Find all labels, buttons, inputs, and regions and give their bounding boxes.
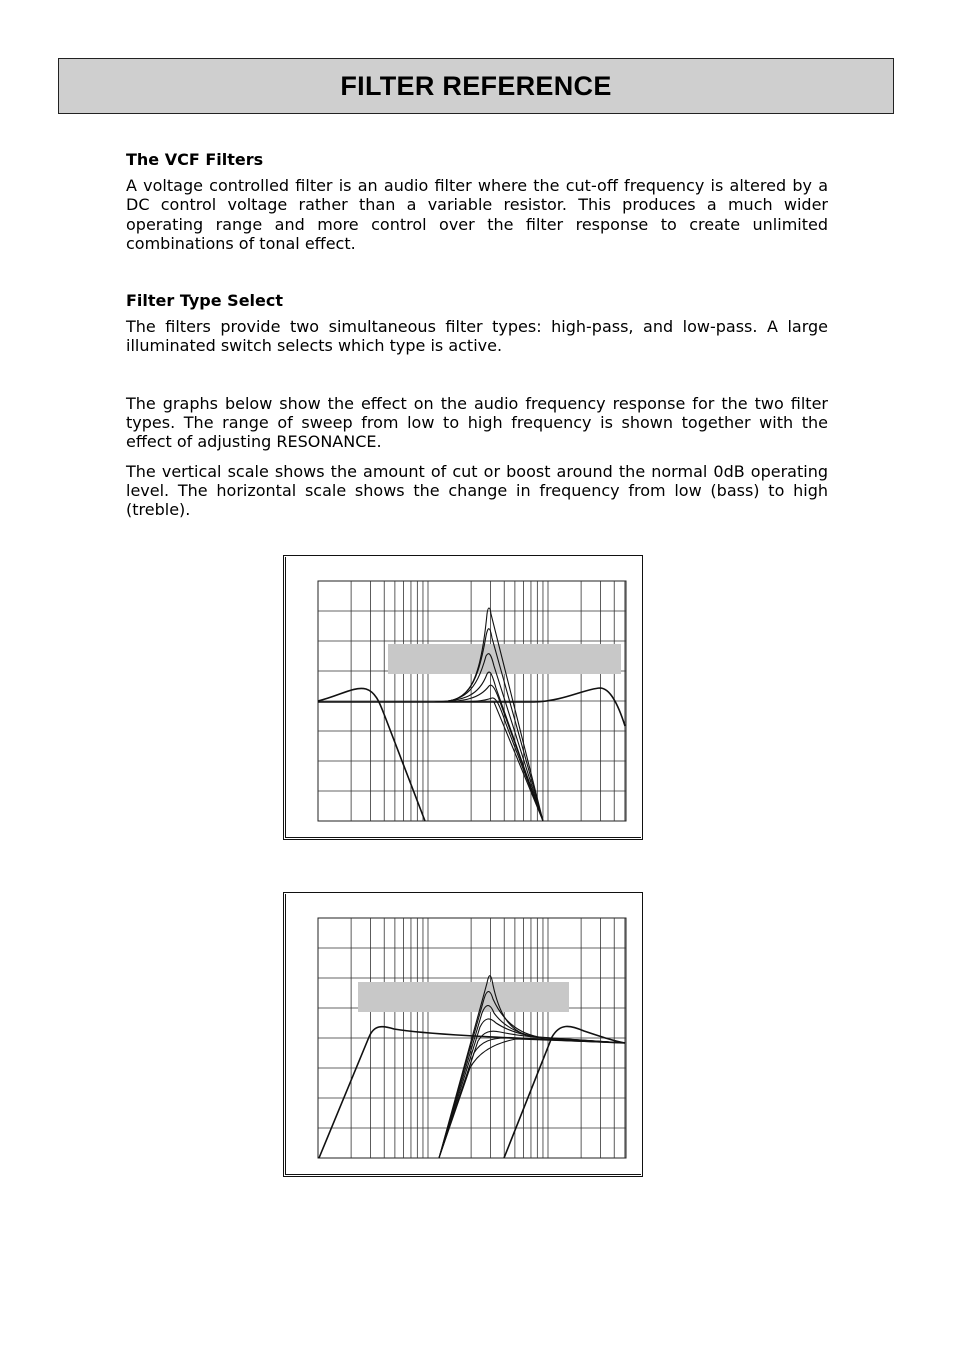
highpass-curve [439, 1006, 625, 1159]
lowpass-curve [449, 702, 543, 821]
lowpass-curve [434, 654, 543, 821]
lowpass-graph-svg [284, 556, 644, 841]
paragraph-vcf: A voltage controlled filter is an audio filter where the cut-off frequency is altered by a DC control voltage rather than a variable resistor. This produces a much wider operating range and more control over the filter response to create unlimited combinations of tonal effect. [126, 176, 828, 253]
paragraph-graphs-intro: The graphs below show the effect on the audio frequency response for the two filter types. The range of sweep from low to high frequency is shown together with the effect of adjusting RESONANCE. [126, 393, 828, 452]
highpass-curve [439, 1031, 625, 1158]
body-text [126, 150, 828, 520]
section-heading-filter-type: Filter Type Select [126, 291, 284, 311]
page-title: FILTER REFERENCE [340, 70, 612, 101]
lowpass-response-graph [283, 555, 643, 840]
title-banner [58, 58, 894, 114]
highpass-sweep-band [358, 982, 569, 1012]
highpass-curve [504, 1026, 625, 1158]
lowpass-curve [444, 698, 543, 821]
highpass-response-graph [283, 892, 643, 1177]
paragraph-scale: The vertical scale shows the amount of cut or boost around the normal 0dB operating level. The horizontal scale shows the change in frequency from low (bass) to high (treble). [126, 461, 828, 520]
lowpass-curve [434, 672, 543, 821]
lowpass-curve [318, 688, 425, 821]
section-heading-vcf: The VCF Filters [126, 150, 264, 169]
paragraph-filter-type: The filters provide two simultaneous filter types: high-pass, and low-pass. A large illuminated switch selects which type is active. [126, 317, 828, 356]
lowpass-curve [434, 685, 543, 821]
highpass-graph-svg [284, 893, 644, 1178]
